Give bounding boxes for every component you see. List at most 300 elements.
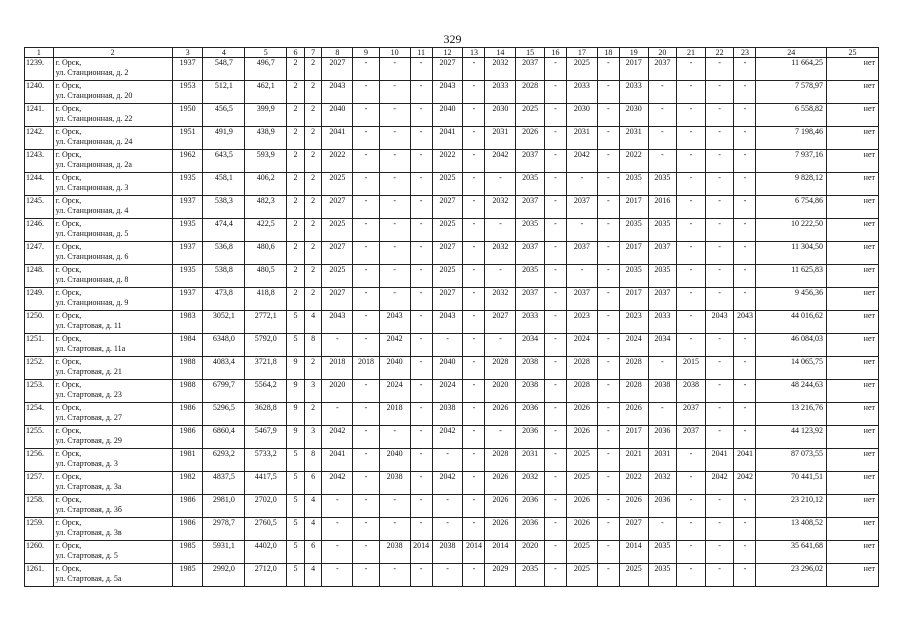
cell-col-21: 2038 xyxy=(677,380,706,403)
cell-col-5: 5467,9 xyxy=(245,426,287,449)
cell-col-13: - xyxy=(463,449,485,472)
cell-col-10: - xyxy=(379,173,410,196)
cell-col-11: - xyxy=(410,334,432,357)
row-number: 1254. xyxy=(25,403,54,426)
cell-col-19: 2017 xyxy=(619,426,648,449)
cell-col-20: - xyxy=(648,518,677,541)
cell-col-17: 2037 xyxy=(567,288,598,311)
row-number: 1256. xyxy=(25,449,54,472)
cell-col-7: 2 xyxy=(304,81,322,104)
cell-col-23: - xyxy=(734,173,756,196)
cell-col-23: - xyxy=(734,58,756,81)
cell-col-25: нет xyxy=(826,357,878,380)
cell-col-16: - xyxy=(544,242,566,265)
address-cell xyxy=(53,380,172,403)
address-street: ул. Станционная, д. 2 xyxy=(55,67,129,77)
cell-col-17: 2026 xyxy=(567,426,598,449)
cell-col-15: 2035 xyxy=(516,564,545,587)
cell-col-17: 2026 xyxy=(567,403,598,426)
cell-col-23: - xyxy=(734,518,756,541)
address-city: г. Орск, xyxy=(55,150,82,159)
address-street: ул. Станционная, д. 8 xyxy=(55,274,129,284)
cell-col-10: - xyxy=(379,495,410,518)
cell-col-19: 2035 xyxy=(619,265,648,288)
address-city: г. Орск, xyxy=(55,357,82,366)
cell-col-15: 2038 xyxy=(516,380,545,403)
cell-col-12: - xyxy=(432,564,463,587)
cell-col-18: - xyxy=(597,127,619,150)
column-header-7: 7 xyxy=(304,48,322,58)
table-row xyxy=(25,196,879,219)
table-row xyxy=(25,127,879,150)
cell-col-19: 2023 xyxy=(619,311,648,334)
cell-col-17: 2025 xyxy=(567,564,598,587)
cell-col-6: 2 xyxy=(287,150,305,173)
cell-col-25: нет xyxy=(826,403,878,426)
cell-col-4: 6860,4 xyxy=(203,426,245,449)
address-cell xyxy=(53,449,172,472)
cell-col-7: 2 xyxy=(304,173,322,196)
cell-col-20: 2037 xyxy=(648,242,677,265)
cell-col-17: - xyxy=(567,173,598,196)
cell-col-5: 5792,0 xyxy=(245,334,287,357)
address-cell xyxy=(53,334,172,357)
cell-col-19: 2022 xyxy=(619,472,648,495)
address-city: г. Орск, xyxy=(55,564,82,573)
cell-col-4: 548,7 xyxy=(203,58,245,81)
column-header-15: 15 xyxy=(516,48,545,58)
cell-col-6: 5 xyxy=(287,449,305,472)
row-number: 1247. xyxy=(25,242,54,265)
address-city: г. Орск, xyxy=(55,288,82,297)
cell-col-9: - xyxy=(353,265,379,288)
cell-col-24: 11 625,83 xyxy=(756,265,827,288)
cell-col-25: нет xyxy=(826,449,878,472)
column-header-13: 13 xyxy=(463,48,485,58)
cell-col-4: 491,9 xyxy=(203,127,245,150)
cell-col-6: 5 xyxy=(287,564,305,587)
cell-col-22: - xyxy=(705,196,734,219)
cell-col-9: - xyxy=(353,58,379,81)
cell-col-16: - xyxy=(544,311,566,334)
cell-col-9: - xyxy=(353,403,379,426)
cell-col-23: - xyxy=(734,288,756,311)
table-row xyxy=(25,81,879,104)
address-street: ул. Стартовая, д. 3 xyxy=(55,458,118,468)
cell-col-23: - xyxy=(734,541,756,564)
cell-col-7: 2 xyxy=(304,58,322,81)
cell-col-8: 2043 xyxy=(322,311,353,334)
cell-col-25: нет xyxy=(826,173,878,196)
address-street: ул. Станционная, д. 22 xyxy=(55,113,133,123)
address-street: ул. Стартовая, д. 23 xyxy=(55,389,122,399)
cell-col-21: - xyxy=(677,242,706,265)
cell-col-25: нет xyxy=(826,426,878,449)
cell-col-6: 9 xyxy=(287,426,305,449)
cell-col-22: - xyxy=(705,150,734,173)
cell-col-12: 2038 xyxy=(432,541,463,564)
cell-col-3: 1962 xyxy=(172,150,203,173)
cell-col-23: - xyxy=(734,104,756,127)
cell-col-12: 2041 xyxy=(432,127,463,150)
cell-col-14: 2042 xyxy=(485,150,516,173)
cell-col-16: - xyxy=(544,495,566,518)
cell-col-3: 1937 xyxy=(172,196,203,219)
cell-col-13: - xyxy=(463,127,485,150)
cell-col-24: 10 222,50 xyxy=(756,219,827,242)
address-cell xyxy=(53,58,172,81)
cell-col-15: 2036 xyxy=(516,495,545,518)
cell-col-10: 2040 xyxy=(379,357,410,380)
cell-col-12: - xyxy=(432,449,463,472)
cell-col-11: - xyxy=(410,242,432,265)
cell-col-3: 1937 xyxy=(172,58,203,81)
cell-col-24: 9 828,12 xyxy=(756,173,827,196)
cell-col-13: - xyxy=(463,58,485,81)
row-number: 1245. xyxy=(25,196,54,219)
cell-col-11: - xyxy=(410,403,432,426)
cell-col-15: 2038 xyxy=(516,357,545,380)
cell-col-5: 438,9 xyxy=(245,127,287,150)
cell-col-14: 2026 xyxy=(485,472,516,495)
cell-col-8: 2041 xyxy=(322,449,353,472)
cell-col-15: 2032 xyxy=(516,472,545,495)
cell-col-12: 2022 xyxy=(432,150,463,173)
address-street: ул. Стартовая, д. 3б xyxy=(55,504,122,514)
cell-col-22: - xyxy=(705,104,734,127)
cell-col-3: 1953 xyxy=(172,81,203,104)
cell-col-25: нет xyxy=(826,127,878,150)
cell-col-8: 2025 xyxy=(322,173,353,196)
cell-col-17: 2023 xyxy=(567,311,598,334)
cell-col-9: - xyxy=(353,104,379,127)
cell-col-20: - xyxy=(648,104,677,127)
cell-col-22: 2043 xyxy=(705,311,734,334)
cell-col-24: 6 754,86 xyxy=(756,196,827,219)
cell-col-13: - xyxy=(463,334,485,357)
cell-col-5: 480,6 xyxy=(245,242,287,265)
cell-col-20: 2016 xyxy=(648,196,677,219)
cell-col-25: нет xyxy=(826,265,878,288)
cell-col-13: - xyxy=(463,311,485,334)
column-header-8: 8 xyxy=(322,48,353,58)
cell-col-21: 2037 xyxy=(677,426,706,449)
address-city: г. Орск, xyxy=(55,219,82,228)
cell-col-12: - xyxy=(432,495,463,518)
cell-col-12: 2027 xyxy=(432,288,463,311)
cell-col-23: - xyxy=(734,81,756,104)
row-number: 1246. xyxy=(25,219,54,242)
cell-col-16: - xyxy=(544,380,566,403)
cell-col-22: - xyxy=(705,81,734,104)
cell-col-3: 1985 xyxy=(172,564,203,587)
cell-col-20: - xyxy=(648,81,677,104)
address-cell xyxy=(53,403,172,426)
table-row xyxy=(25,242,879,265)
address-city: г. Орск, xyxy=(55,541,82,550)
cell-col-16: - xyxy=(544,564,566,587)
address-street: ул. Станционная, д. 2а xyxy=(55,159,132,169)
cell-col-20: 2037 xyxy=(648,288,677,311)
cell-col-5: 4402,0 xyxy=(245,541,287,564)
cell-col-8: 2027 xyxy=(322,58,353,81)
cell-col-7: 2 xyxy=(304,127,322,150)
cell-col-18: - xyxy=(597,380,619,403)
cell-col-14: 2028 xyxy=(485,357,516,380)
cell-col-15: 2034 xyxy=(516,334,545,357)
cell-col-15: 2036 xyxy=(516,426,545,449)
cell-col-14: 2032 xyxy=(485,288,516,311)
cell-col-10: - xyxy=(379,104,410,127)
cell-col-13: - xyxy=(463,357,485,380)
cell-col-21: - xyxy=(677,265,706,288)
cell-col-17: 2033 xyxy=(567,81,598,104)
cell-col-5: 422,5 xyxy=(245,219,287,242)
cell-col-15: 2020 xyxy=(516,541,545,564)
table-row xyxy=(25,472,879,495)
cell-col-11: - xyxy=(410,196,432,219)
address-street: ул. Стартовая, д. 5а xyxy=(55,573,122,583)
cell-col-17: 2030 xyxy=(567,104,598,127)
table-row xyxy=(25,288,879,311)
cell-col-20: 2031 xyxy=(648,449,677,472)
cell-col-15: 2033 xyxy=(516,311,545,334)
cell-col-15: 2037 xyxy=(516,58,545,81)
cell-col-17: 2026 xyxy=(567,495,598,518)
cell-col-8: 2020 xyxy=(322,380,353,403)
cell-col-25: нет xyxy=(826,564,878,587)
cell-col-22: - xyxy=(705,219,734,242)
cell-col-19: 2025 xyxy=(619,564,648,587)
cell-col-6: 2 xyxy=(287,58,305,81)
cell-col-22: - xyxy=(705,265,734,288)
column-header-6: 6 xyxy=(287,48,305,58)
cell-col-16: - xyxy=(544,104,566,127)
cell-col-24: 7 937,16 xyxy=(756,150,827,173)
cell-col-7: 3 xyxy=(304,426,322,449)
cell-col-9: - xyxy=(353,495,379,518)
table-row xyxy=(25,58,879,81)
cell-col-5: 399,9 xyxy=(245,104,287,127)
address-street: ул. Стартовая, д. 5 xyxy=(55,550,118,560)
cell-col-22: - xyxy=(705,127,734,150)
cell-col-5: 2702,0 xyxy=(245,495,287,518)
cell-col-18: - xyxy=(597,518,619,541)
cell-col-20: 2032 xyxy=(648,472,677,495)
cell-col-21: - xyxy=(677,219,706,242)
address-cell xyxy=(53,495,172,518)
cell-col-11: - xyxy=(410,81,432,104)
cell-col-10: - xyxy=(379,288,410,311)
cell-col-14: 2026 xyxy=(485,403,516,426)
address-cell xyxy=(53,564,172,587)
page-number: 329 xyxy=(443,32,462,46)
cell-col-23: 2043 xyxy=(734,311,756,334)
cell-col-13: - xyxy=(463,81,485,104)
cell-col-10: 2038 xyxy=(379,472,410,495)
cell-col-6: 5 xyxy=(287,334,305,357)
column-header-25: 25 xyxy=(826,48,878,58)
cell-col-10: - xyxy=(379,564,410,587)
cell-col-21: - xyxy=(677,472,706,495)
cell-col-6: 2 xyxy=(287,196,305,219)
cell-col-16: - xyxy=(544,219,566,242)
address-city: г. Орск, xyxy=(55,173,82,182)
column-header-1: 1 xyxy=(25,48,54,58)
cell-col-14: 2029 xyxy=(485,564,516,587)
cell-col-11: - xyxy=(410,380,432,403)
address-cell xyxy=(53,357,172,380)
cell-col-15: 2035 xyxy=(516,173,545,196)
cell-col-24: 44 123,92 xyxy=(756,426,827,449)
cell-col-4: 4083,4 xyxy=(203,357,245,380)
cell-col-22: - xyxy=(705,380,734,403)
address-street: ул. Стартовая, д. 29 xyxy=(55,435,122,445)
cell-col-18: - xyxy=(597,150,619,173)
cell-col-6: 9 xyxy=(287,380,305,403)
cell-col-25: нет xyxy=(826,518,878,541)
cell-col-11: - xyxy=(410,104,432,127)
cell-col-21: - xyxy=(677,449,706,472)
cell-col-14: 2032 xyxy=(485,58,516,81)
cell-col-5: 5733,2 xyxy=(245,449,287,472)
column-header-22: 22 xyxy=(705,48,734,58)
cell-col-11: - xyxy=(410,311,432,334)
cell-col-4: 512,1 xyxy=(203,81,245,104)
cell-col-4: 473,8 xyxy=(203,288,245,311)
table-body xyxy=(25,58,879,587)
cell-col-7: 6 xyxy=(304,541,322,564)
cell-col-14: 2020 xyxy=(485,380,516,403)
cell-col-25: нет xyxy=(826,104,878,127)
address-cell xyxy=(53,265,172,288)
row-number: 1248. xyxy=(25,265,54,288)
cell-col-4: 4837,5 xyxy=(203,472,245,495)
cell-col-24: 44 016,62 xyxy=(756,311,827,334)
cell-col-10: - xyxy=(379,219,410,242)
row-number: 1252. xyxy=(25,357,54,380)
cell-col-17: 2028 xyxy=(567,357,598,380)
cell-col-11: - xyxy=(410,265,432,288)
cell-col-5: 418,8 xyxy=(245,288,287,311)
cell-col-12: 2042 xyxy=(432,472,463,495)
cell-col-22: - xyxy=(705,242,734,265)
table-row xyxy=(25,219,879,242)
address-city: г. Орск, xyxy=(55,449,82,458)
cell-col-21: 2037 xyxy=(677,403,706,426)
column-header-17: 17 xyxy=(567,48,598,58)
cell-col-7: 4 xyxy=(304,564,322,587)
cell-col-23: - xyxy=(734,265,756,288)
address-street: ул. Станционная, д. 5 xyxy=(55,228,129,238)
cell-col-16: - xyxy=(544,288,566,311)
cell-col-4: 643,5 xyxy=(203,150,245,173)
cell-col-3: 1935 xyxy=(172,173,203,196)
cell-col-8: 2025 xyxy=(322,265,353,288)
cell-col-6: 9 xyxy=(287,357,305,380)
cell-col-15: 2037 xyxy=(516,242,545,265)
cell-col-4: 2981,0 xyxy=(203,495,245,518)
cell-col-23: - xyxy=(734,357,756,380)
cell-col-7: 3 xyxy=(304,380,322,403)
cell-col-3: 1985 xyxy=(172,541,203,564)
cell-col-12: - xyxy=(432,334,463,357)
cell-col-11: - xyxy=(410,472,432,495)
address-city: г. Орск, xyxy=(55,311,82,320)
cell-col-11: - xyxy=(410,357,432,380)
cell-col-23: - xyxy=(734,495,756,518)
cell-col-3: 1950 xyxy=(172,104,203,127)
cell-col-17: 2037 xyxy=(567,196,598,219)
cell-col-24: 23 210,12 xyxy=(756,495,827,518)
cell-col-13: - xyxy=(463,564,485,587)
housing-registry-table xyxy=(24,47,879,587)
cell-col-14: 2032 xyxy=(485,196,516,219)
cell-col-4: 5296,5 xyxy=(203,403,245,426)
cell-col-24: 7 578,97 xyxy=(756,81,827,104)
row-number: 1258. xyxy=(25,495,54,518)
cell-col-22: - xyxy=(705,357,734,380)
cell-col-22: - xyxy=(705,173,734,196)
cell-col-18: - xyxy=(597,472,619,495)
cell-col-7: 2 xyxy=(304,219,322,242)
cell-col-8: 2041 xyxy=(322,127,353,150)
cell-col-19: 2028 xyxy=(619,380,648,403)
cell-col-23: - xyxy=(734,242,756,265)
address-city: г. Орск, xyxy=(55,495,82,504)
row-number: 1240. xyxy=(25,81,54,104)
column-header-2: 2 xyxy=(53,48,172,58)
cell-col-18: - xyxy=(597,495,619,518)
column-header-4: 4 xyxy=(203,48,245,58)
cell-col-17: 2025 xyxy=(567,58,598,81)
cell-col-21: - xyxy=(677,127,706,150)
cell-col-12: 2025 xyxy=(432,219,463,242)
column-header-23: 23 xyxy=(734,48,756,58)
cell-col-8: - xyxy=(322,518,353,541)
cell-col-8: - xyxy=(322,564,353,587)
cell-col-5: 3721,8 xyxy=(245,357,287,380)
cell-col-13: - xyxy=(463,196,485,219)
cell-col-24: 14 065,75 xyxy=(756,357,827,380)
cell-col-13: - xyxy=(463,426,485,449)
cell-col-4: 538,3 xyxy=(203,196,245,219)
cell-col-18: - xyxy=(597,541,619,564)
cell-col-19: 2027 xyxy=(619,518,648,541)
cell-col-18: - xyxy=(597,449,619,472)
address-city: г. Орск, xyxy=(55,472,82,481)
cell-col-3: 1937 xyxy=(172,242,203,265)
address-city: г. Орск, xyxy=(55,242,82,251)
table-row xyxy=(25,150,879,173)
address-cell xyxy=(53,173,172,196)
cell-col-17: 2026 xyxy=(567,518,598,541)
cell-col-16: - xyxy=(544,81,566,104)
cell-col-21: - xyxy=(677,173,706,196)
cell-col-20: 2035 xyxy=(648,564,677,587)
cell-col-12: 2024 xyxy=(432,380,463,403)
address-street: ул. Станционная, д. 20 xyxy=(55,90,133,100)
cell-col-25: нет xyxy=(826,150,878,173)
cell-col-21: - xyxy=(677,564,706,587)
cell-col-23: - xyxy=(734,150,756,173)
address-street: ул. Станционная, д. 3 xyxy=(55,182,129,192)
cell-col-5: 593,9 xyxy=(245,150,287,173)
cell-col-24: 35 641,68 xyxy=(756,541,827,564)
cell-col-18: - xyxy=(597,334,619,357)
address-cell xyxy=(53,127,172,150)
cell-col-16: - xyxy=(544,403,566,426)
